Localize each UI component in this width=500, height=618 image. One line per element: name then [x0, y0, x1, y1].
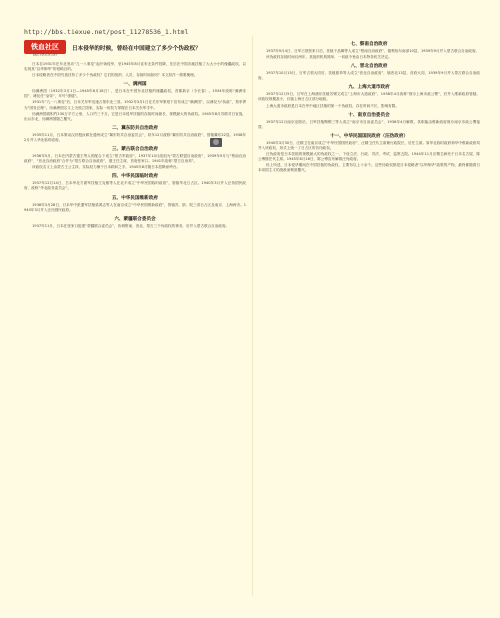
- section-heading: 三、蒙古联合自治政府: [112, 147, 158, 153]
- body-paragraph: 伪满洲国面积约130万平方公里，人口约三千万。它是日本侵华扶植的存续时间最长、规模最大的伪政权。1945年8月苏联对日宣战，出兵东北，伪满洲国随之覆灭。: [24, 111, 246, 121]
- section-heading: 七、察南自治政府: [350, 42, 388, 47]
- body-paragraph: 1937年12月南京沦陷后，日军扶植陶锡三等人成立“南京市自治委员会”，1938年4月解散，其职能由维新政府督办南京市政公署接替。: [258, 119, 480, 129]
- body-paragraph: 1937年9月4日，日军占领张家口后，扶植于品卿等人成立“察南自治政府”，辖察哈尔南部10县，1939年9月并入蒙古联合自治政府。: [266, 49, 480, 53]
- section-heading: 四、中华民国临时政府: [112, 174, 158, 180]
- section-heading: 十一、中华民国国民政府（汪伪政府）: [329, 133, 409, 139]
- section-heading: 六、蒙疆联合委员会: [114, 216, 156, 222]
- body-paragraph: 1937年10月15日，日军占领大同后，扶植夏恭等人成立“晋北自治政府”，辖晋北13县，首府大同，1939年9月并入蒙古联合自治政府。: [258, 71, 480, 81]
- section-heading: 八、晋北自治政府: [350, 64, 388, 70]
- body-paragraph: 1940年3月30日，汪精卫在南京成立“中华民国国民政府”，汪精卫任代主席兼行政院长，后任主席。原华北临时政府和华中维新政府均并入该政权，形式上统一了日占区的各伪政权。: [258, 140, 480, 150]
- body-paragraph: 汪伪政府是日本扶植的规模最大的伪政权之一，下设立法、行政、司法、考试、监察五院。1944年11月汪精卫病死于日本名古屋，陈公博继任代主席。1945年8月16日，陈公博宣布解散汪伪政府。: [258, 152, 480, 162]
- body-paragraph: 综上所述，日本侵华期间在中国扶植的伪政权，主要有以上十余个。这些伪政权都是日本侵略者“以华制华”政策的产物，最终都随着日本帝国主义的战败而彻底覆灭。: [258, 163, 480, 173]
- intro-paragraph: 日本自1931年在东北发动“九一八事变”起开始侵华，至1945年8月宣布无条件投降，先后在中国各地扶植了大大小小的傀儡政权，以实现其“以华制华”的侵略目的。: [24, 62, 246, 72]
- body-paragraph: 1936年5月，日本在内蒙古德王等人的配合下成立“蒙古军政府”，1937年10月改组为“蒙古联盟自治政府”，1939年9月与“察南自治政府”、“晋北自治政府”合并为“蒙古联合自治政府”，德王任主席，首府张家口。1941年改称“蒙古自治邦”。: [24, 154, 246, 164]
- right-column: [258, 38, 480, 174]
- body-paragraph: 1931年“九一八事变”后，日本关东军迅速占领东北三省。1932年3月1日在关东军策划下宣布成立“满洲国”，以溥仪为“执政”，郑孝胥为“国务总理”。伪满洲国名义上为独立国家，实际一切权力掌握在日本关东军手中。: [24, 100, 246, 110]
- body-paragraph: 1937年12月5日，日军在上海浦东扶植苏锡文成立“上海市大道政府”，1938年4月改称“督办上海市政公署”，后并入维新政府管辖。该政权规模甚小，仅辖上海日占区部分地段。: [258, 92, 480, 102]
- body-paragraph: 该政权名义上由蒙古王公主持，实际权力操于日本顾问之手，1945年8月随日本投降而垮台。: [32, 165, 180, 170]
- body-paragraph: 1937年11月，日本在张家口组建“蒙疆联合委员会”，协调察南、晋北、蒙古三个伪政权的事务，后并入蒙古联合自治政府。: [32, 223, 230, 228]
- portrait-photo: [210, 138, 222, 147]
- intro-paragraph: 日本侵略者在中国究竟扶持了多少个伪政权？它们的组织、人员、存续时间如何？本文拟作一简要梳理。: [32, 73, 198, 78]
- body-paragraph: 1937年12月14日，日本华北方面军扶植王克敏等人在北平成立“中华民国临时政府”，管辖华北日占区。1940年3月并入汪伪国民政府，改称“华北政务委员会”。: [24, 181, 246, 191]
- post-title: 日本侵华的时候，曾经在中国建立了多少个伪政权？: [72, 46, 201, 52]
- source-url[interactable]: http://bbs.tiexue.net/post_11278536_1.html: [24, 28, 189, 36]
- body-paragraph: 该伪政权存续时间仅两年，其组织机构简单，一切政令皆由日本特务机关决定。: [266, 55, 392, 60]
- post-header: [24, 38, 249, 56]
- body-paragraph: 1938年3月28日，日本华中派遣军扶植梁鸿志等人在南京成立“中华民国维新政府”，管辖苏、浙、皖三省日占区及南京、上海两市。1940年3月并入汪伪国民政府。: [24, 202, 246, 212]
- section-heading: 九、上海大道市政府: [348, 85, 390, 91]
- section-heading: 五、中华民国维新政府: [112, 195, 158, 201]
- body-paragraph: 1935年11月，日本策动汉奸殷汝耕在通州成立“冀东防共自治委员会”，同年12月改称“冀东防共自治政府”，管辖冀东22县。1938年2月并入华北临时政府。: [24, 132, 246, 142]
- column-divider: [252, 36, 253, 596]
- section-heading: 十、南京自治委员会: [348, 112, 390, 118]
- body-paragraph: 上海大道市政府是日本在华中地区扶植的第一个伪政权，存在时间不长，影响有限。: [266, 103, 399, 108]
- site-logo-subtitle: BBS.TIEXUE.NET: [32, 53, 58, 57]
- section-heading: 二、冀东防共自治政府: [112, 125, 158, 131]
- body-paragraph: 伪满洲国（1932年3月1日—1945年8月18日），是日本在中国东北扶植的傀儡政权，首都新京（今长春）。1934年改称“满洲帝国”，溥仪任“皇帝”，年号“康德”。: [24, 89, 246, 99]
- site-logo[interactable]: 铁血社区: [24, 40, 66, 54]
- section-heading: 一、满洲国: [123, 82, 147, 88]
